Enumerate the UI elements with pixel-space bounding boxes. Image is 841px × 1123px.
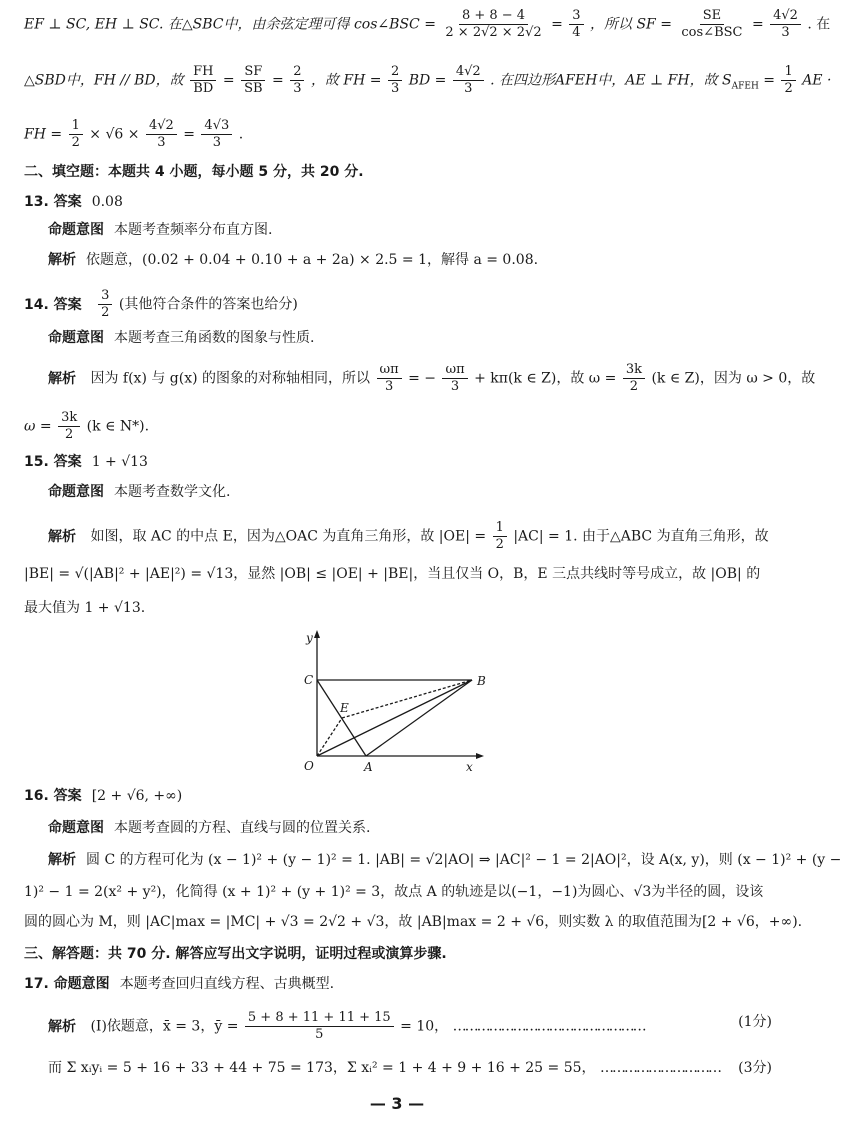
fraction: $\frac{1}{2}$ — [781, 64, 795, 97]
segment-ab — [366, 680, 472, 756]
label-c: C — [304, 673, 314, 687]
q17-analysis: 解析 (Ⅰ)依题意，x̄ = 3，ȳ = $\frac{5 + 8 + 11 + 11 + 15}{5}$ = 10， ………………………………………… — [48, 1010, 645, 1042]
q15-analysis-cont: |BE| = √(|AB|² + |AE|²) = √13，显然 |OB| ≤ |OE| + |BE|，当且仅当 O，B，E 三点共线时等号成立，故 |OB| 的 — [24, 566, 761, 582]
fraction: $\frac{5 + 8 + 11 + 11 + 15}{5}$ — [245, 1010, 394, 1043]
q15-answer: 15. 答案 1 + √13 — [24, 454, 148, 470]
q17-analysis-cont: 而 Σ xᵢyᵢ = 5 + 16 + 33 + 44 + 75 = 173，Σ xᵢ² = 1 + 4 + 9 + 16 + 25 = 55， ………………………… — [48, 1060, 720, 1076]
q14-analysis-cont: ω = $\frac{3k}{2}$ (k ∈ N*). — [24, 410, 150, 442]
fraction: $\frac{SF}{SB}$ — [241, 64, 265, 97]
q15-analysis: 解析 如图，取 AC 的中点 E，因为△OAC 为直角三角形，故 |OE| = $\frac{1}{2}$ |AC| = 1. 由于△ABC 为直角三角形，故 — [48, 520, 769, 552]
label-e: E — [340, 701, 349, 715]
fraction: $\frac{4√2}{3}$ — [146, 118, 177, 151]
label-y: y — [306, 631, 313, 645]
y-arrow — [314, 630, 320, 638]
q13-answer: 13. 答案 0.08 — [24, 194, 123, 210]
label-b: B — [477, 674, 486, 688]
score-mark: (3分) — [738, 1060, 772, 1076]
fraction: $\frac{2}{3}$ — [290, 64, 304, 97]
fraction: $\frac{4√3}{3}$ — [201, 118, 232, 151]
q14-answer: 14. 答案 $\frac{3}{2}$ (其他符合条件的答案也给分) — [24, 288, 298, 320]
section-heading: 二、填空题：本题共 4 小题，每小题 5 分，共 20 分. — [24, 164, 364, 180]
q16-answer: 16. 答案 [2 + √6, +∞) — [24, 788, 183, 804]
q16-analysis-cont: 1)² − 1 = 2(x² + y²)，化简得 (x + 1)² + (y + 1)² = 3，故点 A 的轨迹是以(−1，−1)为圆心、√3为半径的圆，设该 — [24, 884, 764, 900]
score-mark: (1分) — [738, 1014, 772, 1030]
fraction: $\frac{SE}{\text{cos∠BSC}}$ — [681, 8, 743, 40]
label-o: O — [304, 759, 314, 773]
q15-analysis-end: 最大值为 1 + √13. — [24, 600, 146, 616]
fraction: $\frac{4√2}{3}$ — [770, 8, 801, 41]
fraction: $\frac{3}{4}$ — [569, 8, 583, 41]
page-number: — 3 — — [369, 1094, 425, 1113]
segment-ob — [317, 680, 472, 756]
text-line: △SBD中，FH // BD，故 $\frac{FH}{BD}$ = $\frac{SF}{SB}$ = $\frac{2}{3}$ ，故 FH = $\frac{2}{3}$ BD = $\frac{4√2}{3}$ . 在四边形AFEH中，AE ⊥ FH，故 $S_{AFEH}$ = $\frac{1}{2}$ AE · — [24, 64, 832, 96]
x-arrow — [476, 753, 484, 759]
q16-analysis: 解析 圆 C 的方程可化为 (x − 1)² + (y − 1)² = 1. |AB| = √2|AO| ⇒ |AC|² − 1 = 2|AO|²，设 A(x, y)，则 (x − 1)² + (y − — [48, 852, 841, 868]
label-x: x — [466, 760, 473, 774]
geometry-figure — [300, 628, 490, 778]
fraction: $\frac{4√2}{3}$ — [453, 64, 484, 97]
q14-analysis: 解析 因为 f(x) 与 g(x) 的图象的对称轴相同，所以 $\frac{\omega\pi}{3}$ = − $\frac{\omega\pi}{3}$ + kπ(k ∈ Z)，故 ω = $\frac{3k}{2}$ (k ∈ Z)，因为 ω > 0，故 — [48, 362, 816, 394]
label-a: A — [364, 760, 373, 774]
fraction: $\frac{1}{2}$ — [493, 520, 507, 553]
q15-intent: 命题意图 本题考查数学文化. — [48, 484, 231, 500]
fraction: $\frac{3}{2}$ — [98, 288, 112, 321]
text-line: EF ⊥ SC, EH ⊥ SC. 在△SBC中，由余弦定理可得 cos∠BSC = $\frac{8 + 8 - 4}{2 \times 2√2 \times 2√2}$ = $\frac{3}{4}$ ，所以 SF = $\frac{SE}{\text{cos∠BSC}}$ = $\frac{4√2}{3}$ . 在 — [24, 8, 831, 40]
q13-analysis: 解析 依题意，(0.02 + 0.04 + 0.10 + a + 2a) × 2.5 = 1，解得 a = 0.08. — [48, 252, 539, 268]
q14-intent: 命题意图 本题考查三角函数的图象与性质. — [48, 330, 315, 346]
fraction: $\frac{FH}{BD}$ — [190, 64, 216, 97]
q16-intent: 命题意图 本题考查圆的方程、直线与圆的位置关系. — [48, 820, 371, 836]
fraction: $\frac{\omega\pi}{3}$ — [442, 362, 467, 395]
fraction: $\frac{\omega\pi}{3}$ — [377, 362, 402, 395]
fraction: $\frac{3k}{2}$ — [623, 362, 645, 395]
q13-intent: 命题意图 本题考查频率分布直方图. — [48, 222, 273, 238]
section-heading: 三、解答题：共 70 分. 解答应写出文字说明，证明过程或演算步骤. — [24, 946, 447, 962]
q17-intent: 17. 命题意图 本题考查回归直线方程、古典概型. — [24, 976, 335, 992]
fraction: $\frac{1}{2}$ — [69, 118, 83, 151]
fraction: $\frac{8 + 8 - 4}{2 \times 2√2 \times 2√2}$ — [445, 8, 542, 40]
text-line: FH = $\frac{1}{2}$ × √6 × $\frac{4√2}{3}$ = $\frac{4√3}{3}$ . — [24, 118, 244, 150]
q16-analysis-end: 圆的圆心为 M，则 |AC|max = |MC| + √3 = 2√2 + √3，故 |AB|max = 2 + √6，则实数 λ 的取值范围为[2 + √6，+∞). — [24, 914, 803, 930]
fraction: $\frac{3k}{2}$ — [58, 410, 80, 443]
fraction: $\frac{2}{3}$ — [388, 64, 402, 97]
